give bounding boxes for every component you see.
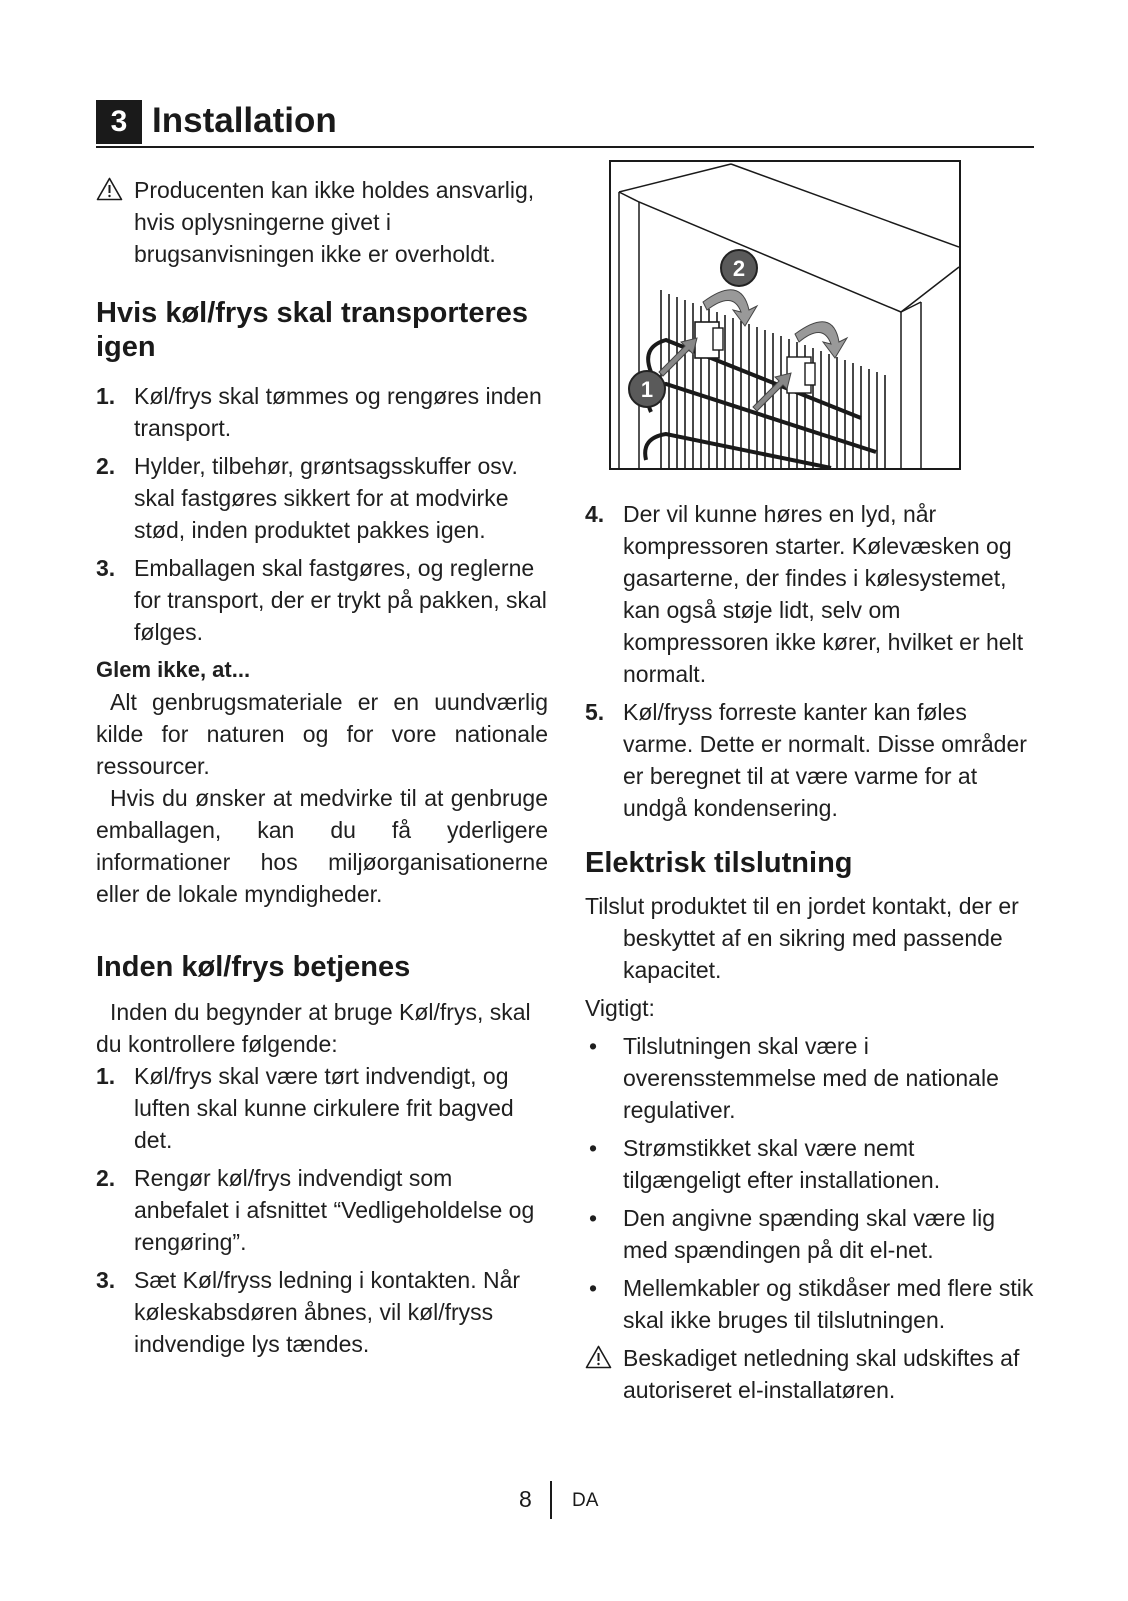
list-item [585, 1272, 1037, 1336]
item-number: 5. [585, 699, 605, 725]
item-text: Der vil kunne høres en lyd, når kompressoren starter. Kølevæsken og gasarterne, der findes i kølesystemet, kan også støje lidt, selv om kompressoren ikke kører, hvilket er helt normalt. [623, 501, 1024, 687]
warning-text: Beskadiget netledning skal udskiftes af autoriseret el-installatøren. [623, 1345, 1020, 1403]
item-number: 1. [96, 1063, 116, 1089]
chapter-number: 3 [96, 100, 142, 144]
installation-figure [609, 160, 961, 470]
chapter-title: Installation [152, 101, 337, 140]
list-item [96, 450, 548, 546]
warning-icon [585, 1345, 612, 1369]
item-number: 2. [96, 1165, 116, 1191]
item-text: Mellemkabler og stikdåser med flere stik skal ikke bruges til tilslutningen. [623, 1275, 1034, 1333]
rotate-arrow-left [703, 290, 757, 326]
item-text: Køl/fryss forreste kanter kan føles varme. Dette er normalt. Disse områder er beregnet til at være varme for at undgå kondensering. [623, 699, 1027, 821]
item-text: Hylder, tilbehør, grøntsagsskuffer osv. skal fastgøres sikkert for at modvirke stød, inden produktet pakkes igen. [134, 453, 518, 543]
list-item [96, 1060, 548, 1156]
item-text: Strømstikket skal være nemt tilgængeligt efter installationen. [623, 1135, 941, 1193]
right-column [585, 498, 1037, 1406]
footer-divider [550, 1481, 552, 1519]
list-item [96, 552, 548, 648]
step-1-label: 1 [640, 377, 654, 402]
list-item [585, 696, 1037, 824]
item-text: Køl/frys skal være tørt indvendigt, og luften skal kunne cirkulere frit bagved det. [134, 1063, 514, 1153]
elektrisk-heading: Elektrisk tilslutning [585, 847, 853, 879]
inden-intro: Inden du begynder at bruge Køl/frys, skal du kontrollere følgende: [96, 999, 531, 1057]
continued-list [585, 498, 1037, 824]
warning-icon [96, 177, 123, 201]
inden-list [96, 1060, 548, 1360]
item-number: 3. [96, 555, 116, 581]
vigtigt-label: Vigtigt: [585, 995, 655, 1021]
page-number: 8 [519, 1486, 532, 1512]
list-item [585, 1030, 1037, 1126]
warning-note [96, 174, 548, 270]
inden-heading: Inden køl/frys betjenes [96, 951, 411, 983]
item-number: 1. [96, 383, 116, 409]
list-item [96, 1264, 548, 1360]
transport-heading: Hvis køl/frys skal transporteres igen [96, 297, 528, 363]
bullet-icon: • [589, 1275, 598, 1301]
step-2-label: 2 [732, 256, 746, 281]
item-text: Køl/frys skal tømmes og rengøres inden transport. [134, 383, 542, 441]
elektrisk-intro: Tilslut produktet til en jordet kontakt, der er beskyttet af en sikring med passende kapacitet. [585, 893, 1019, 983]
transport-list [96, 380, 548, 648]
fridge-back-illustration [611, 162, 959, 468]
item-number: 3. [96, 1267, 116, 1293]
glem-paragraph-1: Alt genbrugsmateriale er en uundværlig kilde for naturen og for vore nationale ressourcer. [96, 689, 548, 779]
language-code: DA [572, 1490, 599, 1511]
item-number: 4. [585, 501, 605, 527]
item-text: Den angivne spænding skal være lig med spændingen på dit el-net. [623, 1205, 996, 1263]
warning-text: Producenten kan ikke holdes ansvarlig, hvis oplysningerne givet i brugsanvisningen ikke er overholdt. [134, 177, 535, 267]
warning-note-2 [585, 1342, 1037, 1406]
bullet-icon: • [589, 1135, 598, 1161]
bullet-icon: • [589, 1205, 598, 1231]
glem-heading: Glem ikke, at... [96, 657, 251, 682]
list-item [96, 380, 548, 444]
requirements-list [585, 1030, 1037, 1336]
list-item [96, 1162, 548, 1258]
left-column [96, 174, 548, 1366]
item-text: Emballagen skal fastgøres, og reglerne for transport, der er trykt på pakken, skal følges. [134, 555, 547, 645]
bullet-icon: • [589, 1033, 598, 1059]
item-number: 2. [96, 453, 116, 479]
chapter-header [96, 100, 1034, 148]
list-item [585, 498, 1037, 690]
item-text: Rengør køl/frys indvendigt som anbefalet i afsnittet “Vedligeholdelse og rengøring”. [134, 1165, 535, 1255]
list-item [585, 1132, 1037, 1196]
item-text: Tilslutningen skal være i overensstemmelse med de nationale regulativer. [623, 1033, 999, 1123]
glem-paragraph-2: Hvis du ønsker at medvirke til at genbruge emballagen, kan du få yderligere informationer hos miljøorganisationerne eller de lokale myndigheder. [96, 785, 548, 907]
list-item [585, 1202, 1037, 1266]
item-text: Sæt Køl/fryss ledning i kontakten. Når køleskabsdøren åbnes, vil køl/fryss indvendige lys tændes. [134, 1267, 521, 1357]
